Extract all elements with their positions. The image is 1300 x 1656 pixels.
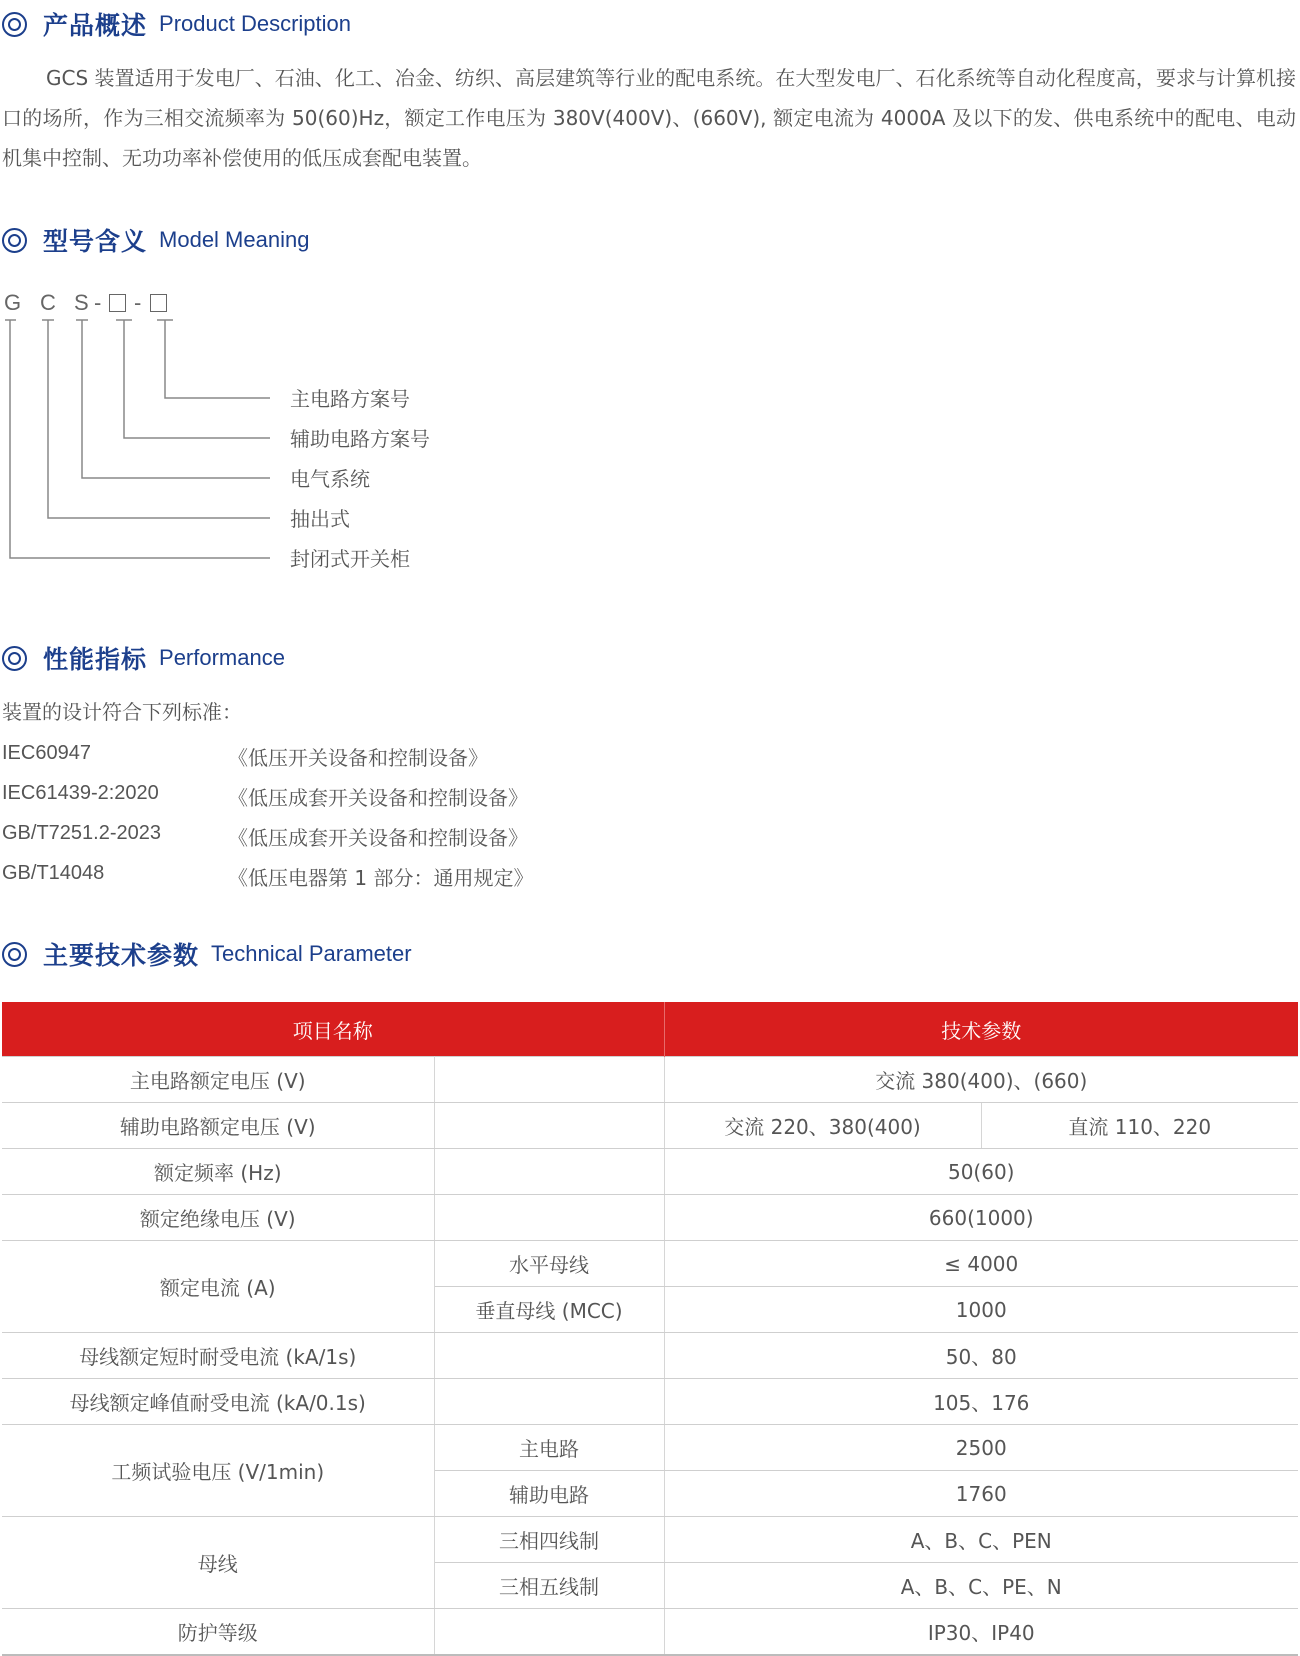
placeholder-box [150, 294, 167, 312]
section-title-en: Product Description [159, 11, 351, 36]
double-circle-icon [2, 942, 27, 967]
param-value: 1760 [664, 1471, 1298, 1517]
double-circle-icon [2, 12, 27, 37]
section-title-en: Technical Parameter [211, 941, 412, 966]
param-value: ≤ 4000 [664, 1241, 1298, 1287]
param-sub-empty [434, 1149, 664, 1195]
param-value-dc: 直流 110、220 [981, 1103, 1298, 1149]
table-row [2, 1241, 1298, 1287]
param-name: 母线额定短时耐受电流 (kA/1s) [2, 1333, 434, 1379]
param-name: 额定电流 (A) [2, 1241, 434, 1333]
table-header-tech-param: 技术参数 [664, 1002, 1298, 1057]
table-row [2, 1149, 1298, 1195]
table-row [2, 1379, 1298, 1425]
param-sub-empty [434, 1609, 664, 1656]
double-circle-icon [2, 646, 27, 671]
param-sub: 垂直母线 (MCC) [434, 1287, 664, 1333]
technical-parameter-table [2, 1002, 1298, 1656]
placeholder-box [109, 294, 126, 312]
table-header-item-name: 项目名称 [2, 1002, 664, 1057]
param-value: 105、176 [664, 1379, 1298, 1425]
param-value-ac: 交流 220、380(400) [664, 1103, 981, 1149]
section-heading-model [2, 220, 309, 260]
standard-code: IEC60947 [2, 742, 91, 764]
model-label-electrical-system: 电气系统 [290, 467, 370, 491]
model-dash: - [94, 290, 102, 315]
param-value: A、B、C、PE、N [664, 1563, 1298, 1609]
param-sub: 水平母线 [434, 1241, 664, 1287]
model-letter-s: S [74, 290, 89, 315]
param-value: 2500 [664, 1425, 1298, 1471]
table-row [2, 1425, 1298, 1471]
param-sub: 辅助电路 [434, 1471, 664, 1517]
param-value: IP30、IP40 [664, 1609, 1298, 1656]
model-label-aux-circuit: 辅助电路方案号 [290, 427, 430, 451]
double-circle-icon [2, 228, 27, 253]
param-value: 50、80 [664, 1333, 1298, 1379]
model-dash: - [134, 290, 142, 315]
param-sub: 三相四线制 [434, 1517, 664, 1563]
table-header-row [2, 1002, 1298, 1057]
table-row [2, 1195, 1298, 1241]
param-sub-empty [434, 1195, 664, 1241]
section-title-en: Performance [159, 645, 285, 670]
table-row [2, 1609, 1298, 1656]
section-heading-performance [2, 638, 285, 678]
standard-code: GB/T7251.2-2023 [2, 822, 161, 844]
param-value: 1000 [664, 1287, 1298, 1333]
param-value: 交流 380(400)、(660) [664, 1057, 1298, 1103]
model-letter-c: C [40, 290, 56, 315]
product-description-text: GCS 装置适用于发电厂、石油、化工、冶金、纺织、高层建筑等行业的配电系统。在大型发电厂、石化系统等自动化程度高，要求与计算机接口的场所，作为三相交流频率为 50(60)Hz，额定工作电压为 380V(400V)、(660V), 额定电流为 4000A 及以下的发、供电系统中的配电、电动机集中控制、无功功率补偿使用的低压成套配电装置。 [2, 66, 1296, 170]
model-label-withdrawable: 抽出式 [290, 507, 350, 531]
model-label-main-circuit: 主电路方案号 [290, 387, 410, 411]
param-name: 母线额定峰值耐受电流 (kA/0.1s) [2, 1379, 434, 1425]
standard-code: GB/T14048 [2, 862, 105, 884]
table-row [2, 1057, 1298, 1103]
standard-name: 《低压成套开关设备和控制设备》 [228, 786, 528, 810]
param-name: 主电路额定电压 (V) [2, 1057, 434, 1103]
standards-intro: 装置的设计符合下列标准： [2, 700, 242, 724]
section-title-en: Model Meaning [159, 227, 310, 252]
param-sub-empty [434, 1379, 664, 1425]
section-title-cn: 产品概述 [43, 11, 148, 40]
table-row [2, 1333, 1298, 1379]
model-label-enclosed-switchgear: 封闭式开关柜 [290, 547, 410, 571]
param-sub-empty [434, 1057, 664, 1103]
param-name: 额定绝缘电压 (V) [2, 1195, 434, 1241]
param-value: A、B、C、PEN [664, 1517, 1298, 1563]
param-value: 50(60) [664, 1149, 1298, 1195]
param-sub-empty [434, 1103, 664, 1149]
table-row [2, 1103, 1298, 1149]
section-title-cn: 性能指标 [43, 645, 148, 674]
standard-name: 《低压电器第 1 部分：通用规定》 [228, 866, 534, 890]
standard-name: 《低压开关设备和控制设备》 [228, 746, 488, 770]
param-sub-empty [434, 1333, 664, 1379]
model-code [2, 290, 202, 318]
param-name: 额定频率 (Hz) [2, 1149, 434, 1195]
param-sub: 主电路 [434, 1425, 664, 1471]
section-heading-technical [2, 934, 412, 974]
model-letter-g: G [4, 290, 22, 315]
param-name: 防护等级 [2, 1609, 434, 1656]
section-heading-description [2, 4, 351, 44]
standard-code: IEC61439-2:2020 [2, 782, 159, 804]
param-sub: 三相五线制 [434, 1563, 664, 1609]
standard-name: 《低压成套开关设备和控制设备》 [228, 826, 528, 850]
param-name: 辅助电路额定电压 (V) [2, 1103, 434, 1149]
param-name: 工频试验电压 (V/1min) [2, 1425, 434, 1517]
param-name: 母线 [2, 1517, 434, 1609]
section-title-cn: 主要技术参数 [43, 941, 200, 970]
section-title-cn: 型号含义 [43, 227, 148, 256]
table-row [2, 1517, 1298, 1563]
param-value: 660(1000) [664, 1195, 1298, 1241]
